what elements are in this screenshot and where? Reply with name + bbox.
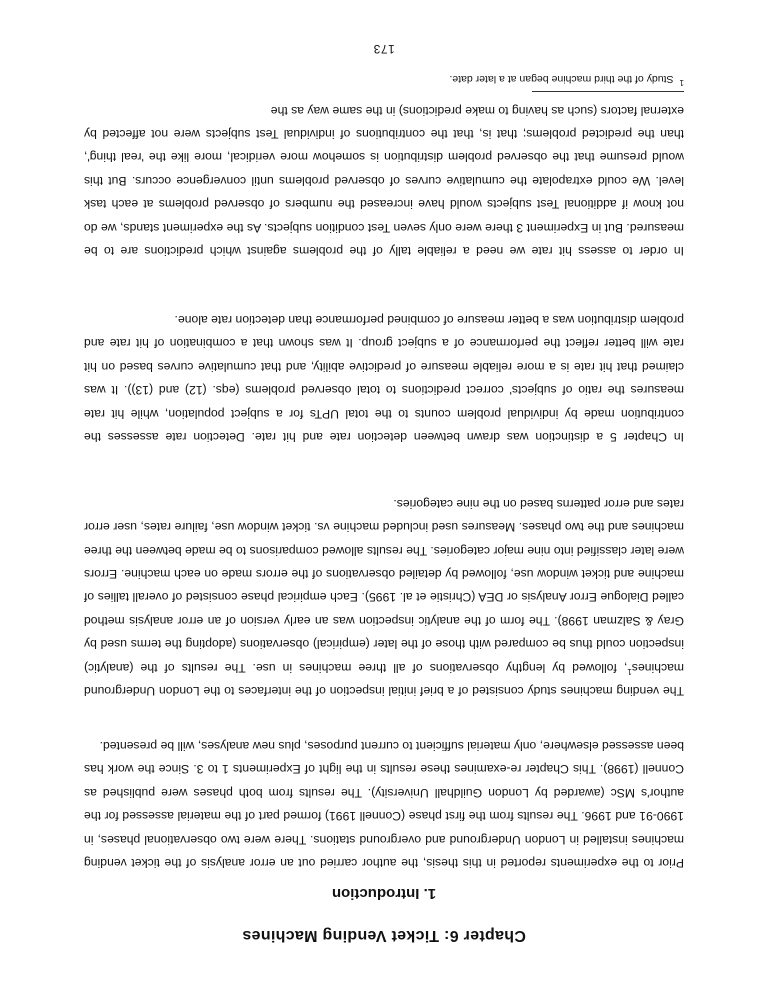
page-number: 173 <box>373 42 395 56</box>
paragraph-2 <box>84 491 684 702</box>
paragraph-2-part-a: The vending machines study consisted of a brief initial inspection of the interfaces to the London Underground machines <box>84 660 684 698</box>
paragraph-3: In Chapter 5 a distinction was drawn between detection rate and hit rate. Detection rate assesses the contribution made by individual problem counts to the total UPTs for a subject population, while hit rate measures the ratio of subjects' correct predictions to total observed problems (eqs. (12) and (13)). It was claimed that hit rate is a more reliable measure of predictive ability, and that cumulative curves based on hit rate will better reflect the performance of a subject group. It was shown that a combination of hit rate and problem distribution was a better measure of combined performance than detection rate alone. <box>84 312 684 444</box>
footnote-marker: 1 <box>679 78 684 88</box>
chapter-title: Chapter 6: Ticket Vending Machines <box>242 927 526 944</box>
footnote-reference: 1 <box>627 666 632 676</box>
footnote <box>449 73 684 88</box>
footnote-text: Study of the third machine began at a later date. <box>449 73 674 85</box>
paragraph-1: Prior to the experiments reported in this thesis, the author carried out an error analysis of the ticket vending machines installed in London Underground and overground stations. There were two observational phases, in 1990-91 and 1996. The results from the first phase (Connell 1991) formed part of the material assessed for the author's MSc (awarded by London Guildhall University). The results from both phases were published as Connell (1998). This Chapter re-examines these results in the light of Experiments 1 to 3. Since the work has been assessed elsewhere, only material sufficient to current purposes, plus new analyses, will be presented. <box>84 738 684 870</box>
section-heading: 1. Introduction <box>331 885 437 902</box>
paragraph-2-part-b: , followed by lengthy observations of all three machines in use. The results of the (analytic) inspection could thus be compared with those of the later (empirical) observations (adopting the terms used by Gray & Salzman 1998). The form of the analytic inspection was an early version of an error analysis method called Dialogue Error Analysis or DEA (Christie et al. 1995). Each empirical phase consisted of overall tallies of machine and ticket window use, followed by detailed observations of the errors made on each machine. Errors were later classified into nine major categories. The results allowed comparisons to be made between the three machines and the two phases. Measures used included machine vs. ticket window use, failure rates, user error rates and error patterns based on the nine categories. <box>84 496 684 675</box>
paragraph-4: In order to assess hit rate we need a reliable tally of the problems against which predictions are to be measured. But in Experiment 3 there were only seven Test condition subjects. As the experiment stands, we do not know if additional Test subjects would have increased the numbers of observed problems at each task level. We could extrapolate the cumulative curves of observed problems until convergence occurs. But this would presume that the observed problem distribution is somehow more veridical, more like the 'real thing', than the predicted problems; that is, that the contributions of individual Test subjects were not affected by external factors (such as having to make predictions) in the same way as the <box>84 103 684 258</box>
footnote-separator <box>532 91 684 92</box>
